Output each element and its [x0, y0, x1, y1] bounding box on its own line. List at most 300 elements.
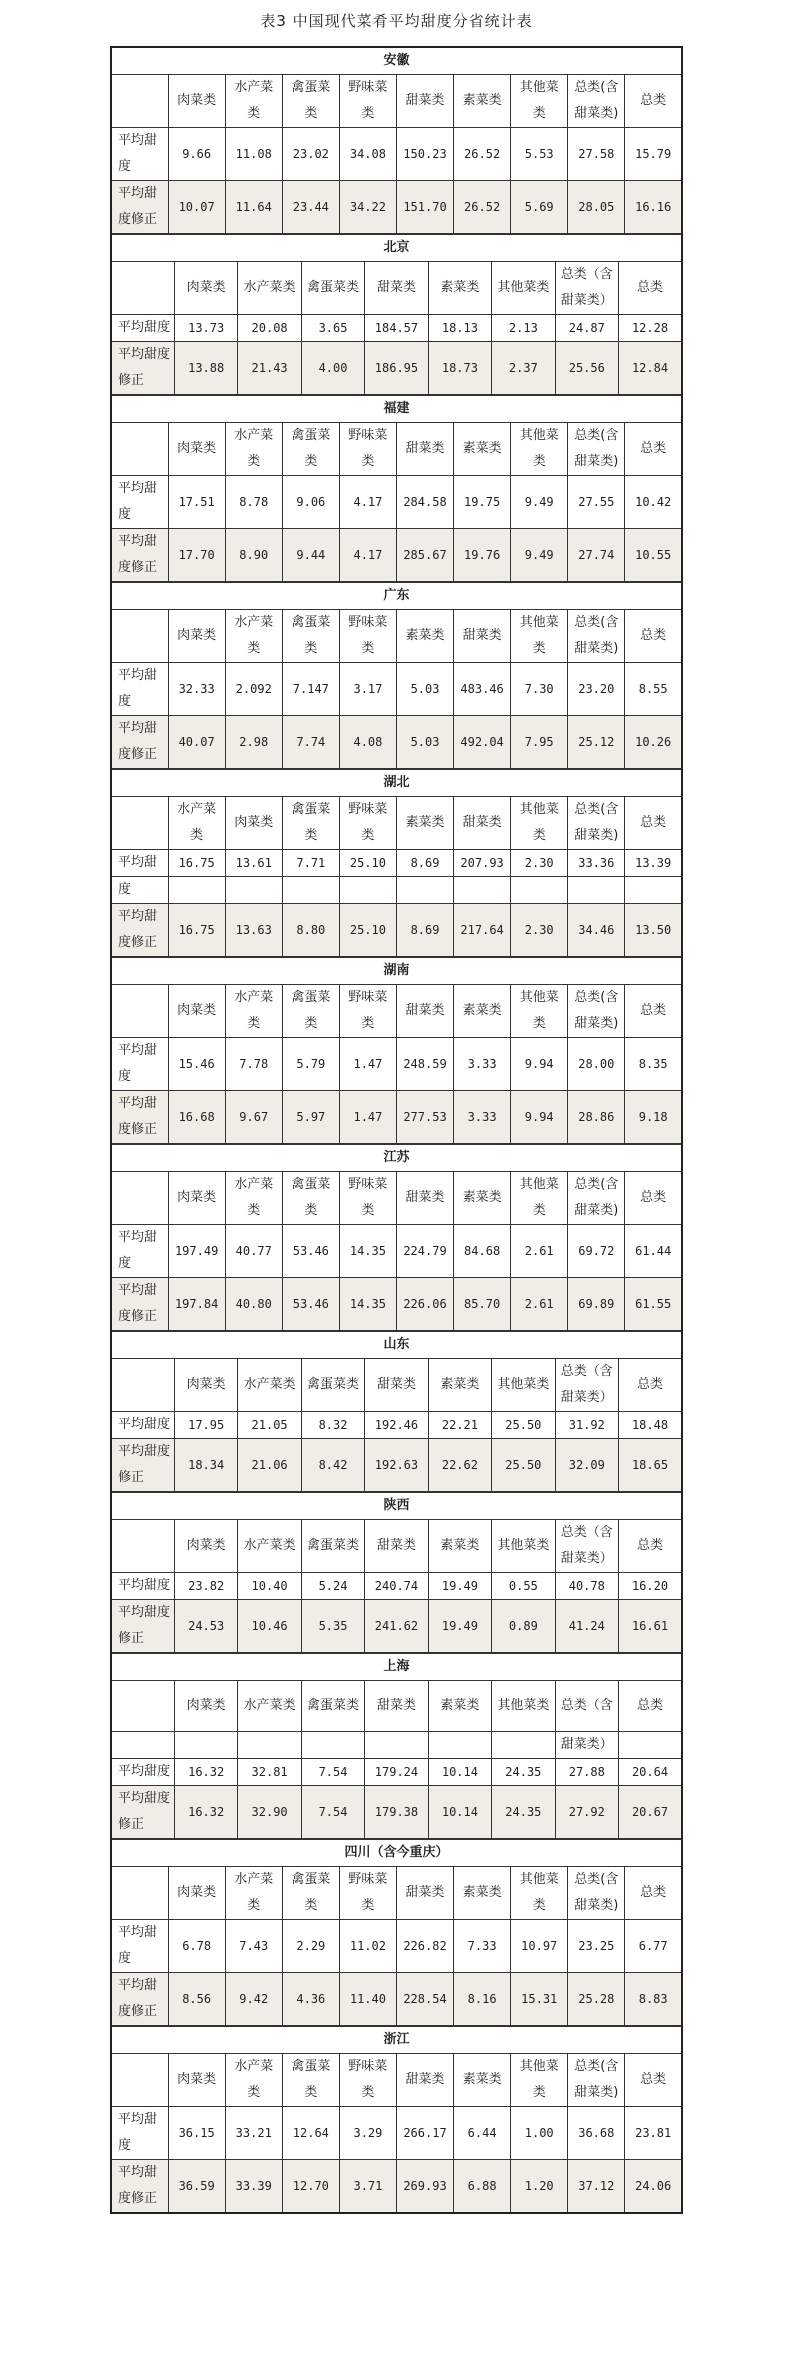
value-cell: 277.53 — [396, 1091, 453, 1144]
value-cell: 31.92 — [555, 1412, 618, 1439]
value-cell: 207.93 — [454, 850, 511, 877]
header-row — [111, 1867, 682, 1920]
column-header: 总类 — [619, 1681, 683, 1732]
value-cell: 228.54 — [396, 1973, 453, 2026]
value-cell: 4.00 — [301, 342, 364, 395]
column-header: 甜菜类 — [454, 610, 511, 663]
value-cell: 5.35 — [301, 1600, 364, 1653]
value-cell: 32.33 — [168, 663, 225, 716]
province-title: 上海 — [111, 1654, 682, 1681]
value-cell: 33.21 — [225, 2107, 282, 2160]
value-cell — [174, 1732, 237, 1759]
value-cell: 40.07 — [168, 716, 225, 769]
column-header: 肉菜类 — [174, 1359, 237, 1412]
table-row — [111, 342, 682, 395]
value-cell: 21.05 — [238, 1412, 301, 1439]
header-row — [111, 797, 682, 850]
value-cell: 40.78 — [555, 1573, 618, 1600]
row-label: 平均甜度修正 — [111, 1278, 168, 1331]
column-header: 总类 — [625, 797, 682, 850]
column-header: 总类 — [625, 610, 682, 663]
header-row — [111, 423, 682, 476]
value-cell: 27.92 — [555, 1786, 618, 1839]
row-label: 平均甜度 — [111, 1038, 168, 1091]
province-title: 陕西 — [111, 1493, 682, 1520]
table-row — [111, 1225, 682, 1278]
value-cell: 22.62 — [428, 1439, 491, 1492]
value-cell: 492.04 — [454, 716, 511, 769]
column-header: 素菜类 — [454, 1867, 511, 1920]
province-row — [111, 1493, 682, 1520]
column-header: 素菜类 — [454, 1172, 511, 1225]
value-cell: 25.50 — [492, 1439, 555, 1492]
province-title: 四川（含今重庆） — [111, 1840, 682, 1867]
column-header: 总类(含甜菜类) — [568, 1172, 625, 1225]
table-row — [111, 663, 682, 716]
value-cell: 13.88 — [174, 342, 237, 395]
value-cell: 8.42 — [301, 1439, 364, 1492]
value-cell: 25.10 — [339, 850, 396, 877]
value-cell: 7.30 — [511, 663, 568, 716]
province-row — [111, 396, 682, 423]
province-section — [110, 1653, 683, 1839]
value-cell: 2.61 — [511, 1225, 568, 1278]
table-row — [111, 1973, 682, 2026]
column-header: 水产菜类 — [225, 1172, 282, 1225]
value-cell: 3.33 — [454, 1038, 511, 1091]
value-cell: 7.78 — [225, 1038, 282, 1091]
column-header: 其他菜类 — [511, 423, 568, 476]
column-header: 总类 — [619, 262, 683, 315]
value-cell: 2.092 — [225, 663, 282, 716]
value-cell: 10.07 — [168, 181, 225, 234]
table-row — [111, 1732, 682, 1759]
value-cell: 4.36 — [282, 1973, 339, 2026]
column-header: 水产菜类 — [238, 1520, 301, 1573]
value-cell — [301, 1732, 364, 1759]
value-cell: 61.44 — [625, 1225, 682, 1278]
table-row — [111, 2107, 682, 2160]
value-cell: 24.35 — [492, 1759, 555, 1786]
column-header: 总类(含甜菜类) — [568, 2054, 625, 2107]
table-row — [111, 1573, 682, 1600]
value-cell: 248.59 — [396, 1038, 453, 1091]
column-header: 素菜类 — [454, 985, 511, 1038]
column-header: 禽蛋菜类 — [282, 610, 339, 663]
province-title: 浙江 — [111, 2027, 682, 2054]
value-cell: 34.08 — [339, 128, 396, 181]
column-header: 总类（含甜菜类） — [555, 1359, 618, 1412]
table-row — [111, 1278, 682, 1331]
province-row — [111, 235, 682, 262]
column-header: 野味菜类 — [339, 423, 396, 476]
province-row — [111, 47, 682, 75]
value-cell: 1.00 — [511, 2107, 568, 2160]
column-header: 总类(含甜菜类) — [568, 75, 625, 128]
value-cell: 7.74 — [282, 716, 339, 769]
value-cell: 226.06 — [396, 1278, 453, 1331]
row-label: 平均甜度 — [111, 2107, 168, 2160]
column-header: 其他菜类 — [511, 1172, 568, 1225]
table-row — [111, 529, 682, 582]
column-header: 总类(含甜菜类) — [568, 610, 625, 663]
header-row — [111, 610, 682, 663]
value-cell: 10.26 — [625, 716, 682, 769]
value-cell: 27.74 — [568, 529, 625, 582]
value-cell: 84.68 — [454, 1225, 511, 1278]
column-header: 素菜类 — [428, 1359, 491, 1412]
value-cell: 甜菜类） — [555, 1732, 618, 1759]
column-header: 肉菜类 — [168, 75, 225, 128]
column-header: 总类 — [625, 1867, 682, 1920]
column-header: 其他菜类 — [511, 985, 568, 1038]
value-cell: 226.82 — [396, 1920, 453, 1973]
value-cell: 19.76 — [454, 529, 511, 582]
table-row — [111, 128, 682, 181]
column-header: 肉菜类 — [174, 262, 237, 315]
value-cell: 483.46 — [454, 663, 511, 716]
value-cell — [168, 877, 225, 904]
value-cell: 32.81 — [238, 1759, 301, 1786]
value-cell: 184.57 — [365, 315, 428, 342]
value-cell: 1.47 — [339, 1038, 396, 1091]
table-row — [111, 716, 682, 769]
column-header: 素菜类 — [396, 610, 453, 663]
value-cell: 37.12 — [568, 2160, 625, 2214]
value-cell: 2.29 — [282, 1920, 339, 1973]
table-row — [111, 1091, 682, 1144]
value-cell: 179.38 — [365, 1786, 428, 1839]
row-label: 平均甜度修正 — [111, 1091, 168, 1144]
row-label: 平均甜度修正 — [111, 904, 168, 957]
column-header: 甜菜类 — [365, 262, 428, 315]
header-row — [111, 262, 682, 315]
value-cell: 8.32 — [301, 1412, 364, 1439]
column-header: 其他菜类 — [492, 262, 555, 315]
column-header: 素菜类 — [428, 1681, 491, 1732]
value-cell — [492, 1732, 555, 1759]
value-cell: 9.42 — [225, 1973, 282, 2026]
value-cell: 4.17 — [339, 476, 396, 529]
value-cell: 6.88 — [454, 2160, 511, 2214]
province-section — [110, 1144, 683, 1331]
row-label: 平均甜度修正 — [111, 1786, 174, 1839]
value-cell: 18.73 — [428, 342, 491, 395]
value-cell: 28.00 — [568, 1038, 625, 1091]
province-section — [110, 582, 683, 769]
table-row — [111, 850, 682, 877]
header-row — [111, 985, 682, 1038]
row-label — [111, 1732, 174, 1759]
province-section — [110, 2026, 683, 2214]
value-cell: 33.39 — [225, 2160, 282, 2214]
value-cell: 26.52 — [454, 181, 511, 234]
column-header: 野味菜类 — [339, 75, 396, 128]
value-cell: 7.71 — [282, 850, 339, 877]
column-header: 肉菜类 — [168, 1172, 225, 1225]
value-cell: 34.46 — [568, 904, 625, 957]
value-cell: 24.87 — [555, 315, 618, 342]
table-row — [111, 1920, 682, 1973]
value-cell — [396, 877, 453, 904]
column-header: 野味菜类 — [339, 985, 396, 1038]
column-header: 甜菜类 — [396, 2054, 453, 2107]
column-header: 素菜类 — [396, 797, 453, 850]
table-row — [111, 315, 682, 342]
value-cell: 24.53 — [174, 1600, 237, 1653]
value-cell: 10.14 — [428, 1759, 491, 1786]
column-header: 肉菜类 — [168, 423, 225, 476]
value-cell: 285.67 — [396, 529, 453, 582]
header-corner-cell — [111, 75, 168, 128]
column-header: 其他菜类 — [492, 1520, 555, 1573]
value-cell: 18.48 — [619, 1412, 683, 1439]
province-row — [111, 958, 682, 985]
column-header: 总类(含甜菜类) — [568, 1867, 625, 1920]
header-corner-cell — [111, 985, 168, 1038]
column-header: 其他菜类 — [511, 1867, 568, 1920]
value-cell: 266.17 — [396, 2107, 453, 2160]
value-cell: 40.77 — [225, 1225, 282, 1278]
value-cell — [511, 877, 568, 904]
value-cell: 21.43 — [238, 342, 301, 395]
value-cell: 9.06 — [282, 476, 339, 529]
value-cell: 27.58 — [568, 128, 625, 181]
column-header: 水产菜类 — [225, 75, 282, 128]
province-title: 福建 — [111, 396, 682, 423]
province-section — [110, 46, 683, 234]
value-cell: 192.46 — [365, 1412, 428, 1439]
value-cell: 2.30 — [511, 904, 568, 957]
column-header: 总类(含甜菜类) — [568, 797, 625, 850]
header-corner-cell — [111, 610, 168, 663]
province-section — [110, 395, 683, 582]
table-row — [111, 904, 682, 957]
column-header: 水产菜类 — [225, 610, 282, 663]
province-row — [111, 1145, 682, 1172]
column-header: 其他菜类 — [511, 797, 568, 850]
header-corner-cell — [111, 1867, 168, 1920]
value-cell: 8.69 — [396, 904, 453, 957]
column-header: 总类(含甜菜类) — [568, 985, 625, 1038]
value-cell: 3.17 — [339, 663, 396, 716]
value-cell: 18.34 — [174, 1439, 237, 1492]
value-cell — [238, 1732, 301, 1759]
value-cell: 16.75 — [168, 850, 225, 877]
value-cell — [625, 877, 682, 904]
column-header: 水产菜类 — [225, 423, 282, 476]
value-cell: 5.03 — [396, 663, 453, 716]
value-cell: 10.55 — [625, 529, 682, 582]
column-header: 素菜类 — [454, 2054, 511, 2107]
row-label: 平均甜度修正 — [111, 2160, 168, 2214]
value-cell: 85.70 — [454, 1278, 511, 1331]
value-cell: 3.29 — [339, 2107, 396, 2160]
value-cell: 3.71 — [339, 2160, 396, 2214]
column-header: 野味菜类 — [339, 797, 396, 850]
value-cell: 0.55 — [492, 1573, 555, 1600]
province-title: 江苏 — [111, 1145, 682, 1172]
value-cell — [282, 877, 339, 904]
row-label: 平均甜度 — [111, 1759, 174, 1786]
value-cell: 6.77 — [625, 1920, 682, 1973]
value-cell: 36.15 — [168, 2107, 225, 2160]
value-cell: 32.90 — [238, 1786, 301, 1839]
value-cell: 28.86 — [568, 1091, 625, 1144]
row-label: 平均甜度 — [111, 663, 168, 716]
column-header: 肉菜类 — [174, 1681, 237, 1732]
column-header: 总类（含甜菜类） — [555, 262, 618, 315]
value-cell: 28.05 — [568, 181, 625, 234]
value-cell: 13.73 — [174, 315, 237, 342]
value-cell: 12.70 — [282, 2160, 339, 2214]
value-cell: 197.49 — [168, 1225, 225, 1278]
column-header: 禽蛋菜类 — [282, 1867, 339, 1920]
column-header: 甜菜类 — [365, 1520, 428, 1573]
value-cell: 16.20 — [619, 1573, 683, 1600]
value-cell: 13.39 — [625, 850, 682, 877]
column-header: 禽蛋菜类 — [301, 1520, 364, 1573]
value-cell: 224.79 — [396, 1225, 453, 1278]
value-cell: 2.37 — [492, 342, 555, 395]
value-cell: 8.56 — [168, 1973, 225, 2026]
value-cell: 36.68 — [568, 2107, 625, 2160]
column-header: 素菜类 — [454, 75, 511, 128]
value-cell: 20.67 — [619, 1786, 683, 1839]
column-header: 甜菜类 — [396, 423, 453, 476]
value-cell: 7.43 — [225, 1920, 282, 1973]
value-cell: 150.23 — [396, 128, 453, 181]
value-cell: 151.70 — [396, 181, 453, 234]
value-cell: 23.82 — [174, 1573, 237, 1600]
column-header: 禽蛋菜类 — [282, 985, 339, 1038]
value-cell: 15.31 — [511, 1973, 568, 2026]
value-cell: 23.25 — [568, 1920, 625, 1973]
value-cell: 8.35 — [625, 1038, 682, 1091]
value-cell: 2.98 — [225, 716, 282, 769]
value-cell: 7.95 — [511, 716, 568, 769]
column-header: 其他菜类 — [511, 75, 568, 128]
column-header: 其他菜类 — [492, 1681, 555, 1732]
table-row — [111, 181, 682, 234]
value-cell: 9.67 — [225, 1091, 282, 1144]
row-label: 平均甜度修正 — [111, 1439, 174, 1492]
table-row — [111, 476, 682, 529]
column-header: 禽蛋菜类 — [282, 75, 339, 128]
table-row — [111, 877, 682, 904]
value-cell: 1.20 — [511, 2160, 568, 2214]
column-header: 禽蛋菜类 — [301, 1681, 364, 1732]
row-label: 平均甜度修正 — [111, 1973, 168, 2026]
value-cell: 8.78 — [225, 476, 282, 529]
table-row — [111, 1600, 682, 1653]
value-cell: 19.49 — [428, 1600, 491, 1653]
value-cell — [619, 1732, 683, 1759]
column-header: 水产菜类 — [238, 1359, 301, 1412]
column-header: 总类 — [625, 423, 682, 476]
value-cell: 53.46 — [282, 1225, 339, 1278]
column-header: 野味菜类 — [339, 2054, 396, 2107]
value-cell: 240.74 — [365, 1573, 428, 1600]
value-cell: 6.44 — [454, 2107, 511, 2160]
value-cell — [428, 1732, 491, 1759]
column-header: 肉菜类 — [225, 797, 282, 850]
column-header: 总类 — [625, 985, 682, 1038]
value-cell: 25.56 — [555, 342, 618, 395]
table-row — [111, 2160, 682, 2214]
sweetness-statistics-table — [0, 46, 793, 2214]
province-title: 广东 — [111, 583, 682, 610]
value-cell: 19.75 — [454, 476, 511, 529]
table-row — [111, 1038, 682, 1091]
column-header: 禽蛋菜类 — [282, 423, 339, 476]
column-header: 肉菜类 — [174, 1520, 237, 1573]
header-corner-cell — [111, 1681, 174, 1732]
value-cell: 16.32 — [174, 1759, 237, 1786]
table-row — [111, 1439, 682, 1492]
header-corner-cell — [111, 797, 168, 850]
value-cell: 32.09 — [555, 1439, 618, 1492]
province-row — [111, 1654, 682, 1681]
value-cell: 5.24 — [301, 1573, 364, 1600]
province-row — [111, 583, 682, 610]
column-header: 甜菜类 — [454, 797, 511, 850]
row-label: 平均甜度修正 — [111, 181, 168, 234]
value-cell: 8.90 — [225, 529, 282, 582]
value-cell: 8.83 — [625, 1973, 682, 2026]
value-cell: 217.64 — [454, 904, 511, 957]
header-row — [111, 1681, 682, 1732]
column-header: 水产菜类 — [225, 1867, 282, 1920]
row-label: 平均甜度修正 — [111, 342, 174, 395]
value-cell: 5.69 — [511, 181, 568, 234]
column-header: 其他菜类 — [511, 2054, 568, 2107]
value-cell: 9.94 — [511, 1091, 568, 1144]
header-row — [111, 1359, 682, 1412]
value-cell: 10.97 — [511, 1920, 568, 1973]
value-cell: 17.51 — [168, 476, 225, 529]
value-cell: 27.88 — [555, 1759, 618, 1786]
value-cell: 69.72 — [568, 1225, 625, 1278]
value-cell: 14.35 — [339, 1278, 396, 1331]
value-cell: 40.80 — [225, 1278, 282, 1331]
value-cell: 23.81 — [625, 2107, 682, 2160]
table-row — [111, 1786, 682, 1839]
value-cell: 10.14 — [428, 1786, 491, 1839]
column-header: 水产菜类 — [168, 797, 225, 850]
value-cell: 241.62 — [365, 1600, 428, 1653]
row-label: 度 — [111, 877, 168, 904]
value-cell: 197.84 — [168, 1278, 225, 1331]
value-cell: 2.13 — [492, 315, 555, 342]
value-cell: 20.64 — [619, 1759, 683, 1786]
province-section — [110, 234, 683, 395]
value-cell: 26.52 — [454, 128, 511, 181]
value-cell: 27.55 — [568, 476, 625, 529]
value-cell: 25.28 — [568, 1973, 625, 2026]
column-header: 甜菜类 — [365, 1681, 428, 1732]
value-cell: 18.65 — [619, 1439, 683, 1492]
value-cell: 8.16 — [454, 1973, 511, 2026]
value-cell: 6.78 — [168, 1920, 225, 1973]
header-corner-cell — [111, 1359, 174, 1412]
column-header: 水产菜类 — [238, 262, 301, 315]
value-cell: 179.24 — [365, 1759, 428, 1786]
value-cell: 16.68 — [168, 1091, 225, 1144]
row-label: 平均甜度 — [111, 1225, 168, 1278]
value-cell: 7.33 — [454, 1920, 511, 1973]
value-cell: 16.75 — [168, 904, 225, 957]
